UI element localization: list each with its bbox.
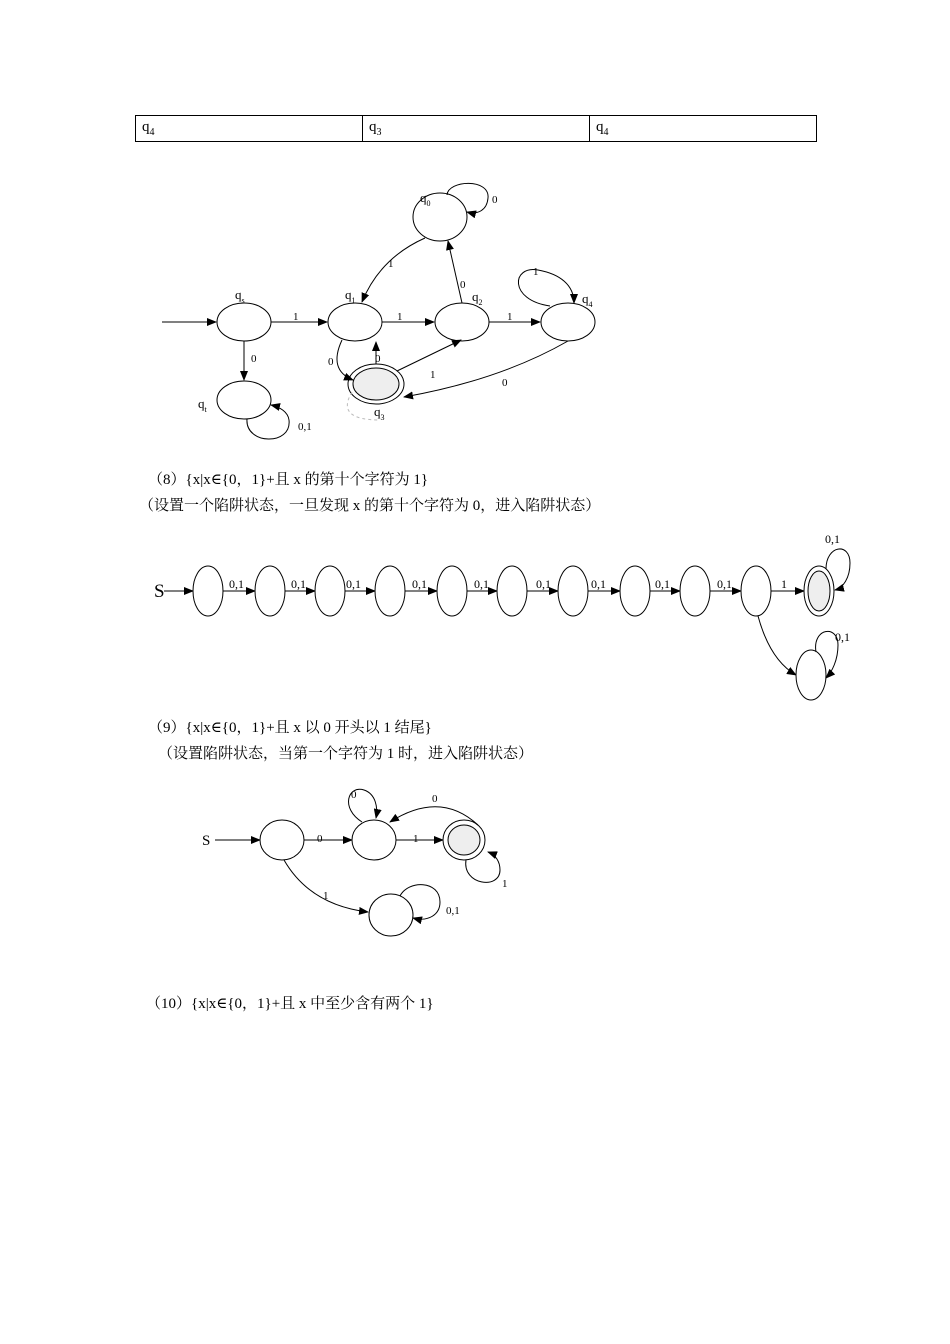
state-label-q0: $q_0$ <box>420 190 431 208</box>
accept-state-inner <box>808 571 830 611</box>
edge-label: 0,1 <box>446 905 460 917</box>
state <box>193 566 223 616</box>
edge-label: 0,1 <box>717 577 732 591</box>
table-cell: $q_4$ <box>590 116 817 142</box>
edge-q0-q1 <box>362 238 425 302</box>
edge-label: 0 <box>351 789 357 801</box>
edge-label: 1 <box>293 311 299 323</box>
state-label-q2: $q_2$ <box>472 289 483 307</box>
section-9-note: （设置陷阱状态，当第一个字符为 1 时，进入陷阱状态） <box>158 746 534 762</box>
state-q3-inner <box>353 368 399 400</box>
edge-label: 0 <box>502 377 508 389</box>
state-q4 <box>541 303 595 341</box>
section-8-heading: （8）{x|x∈{0，1}+且 x 的第十个字符为 1} <box>148 472 429 488</box>
state-q2 <box>435 303 489 341</box>
state-qs <box>217 303 271 341</box>
trap-state <box>796 650 826 700</box>
edge-label: 0 <box>460 279 466 291</box>
edge-label: 1 <box>323 890 329 902</box>
section-9-heading: （9）{x|x∈{0，1}+且 x 以 0 开头以 1 结尾} <box>148 720 432 736</box>
edge-label: 0 <box>492 194 498 206</box>
dfa-diagram-8 <box>164 549 850 700</box>
edge-label: 0 <box>375 353 381 365</box>
state <box>497 566 527 616</box>
edge-label: 0 <box>432 793 438 805</box>
state <box>558 566 588 616</box>
state <box>741 566 771 616</box>
start-label: S <box>154 581 165 602</box>
state-label-q1: $q_1$ <box>345 287 356 305</box>
edge-label: 0 <box>251 353 257 365</box>
trap-state <box>369 894 413 936</box>
edge-label: 0,1 <box>474 577 489 591</box>
edge-label: 0,1 <box>229 577 244 591</box>
edge-q1-q3 <box>337 340 353 380</box>
state-q1 <box>328 303 382 341</box>
state <box>680 566 710 616</box>
state-label-qt: $q_t$ <box>198 396 207 414</box>
edge-label: 1 <box>397 311 403 323</box>
edge-label: 0,1 <box>655 577 670 591</box>
edge-q4-q3 <box>404 341 568 397</box>
state-label-q4: $q_4$ <box>582 291 593 309</box>
accept-state-inner <box>448 825 480 855</box>
loop-q4 <box>518 270 574 306</box>
edge-label: 1 <box>507 311 513 323</box>
state <box>315 566 345 616</box>
edge-label: 0 <box>317 833 323 845</box>
edge-label: 0 <box>328 356 334 368</box>
edge-q3-q2 <box>397 340 461 371</box>
edge-label: 1 <box>430 369 436 381</box>
edge-label: 0,1 <box>412 577 427 591</box>
edge-label: 0,1 <box>835 630 850 644</box>
edge-label: 1 <box>781 577 787 591</box>
section-10-heading: （10）{x|x∈{0，1}+且 x 中至少含有两个 1} <box>146 996 434 1012</box>
state-label-q3: $q_3$ <box>374 404 385 422</box>
table-cell: $q_3$ <box>363 116 590 142</box>
edge-trap <box>758 616 796 675</box>
edge-s-trap <box>284 860 368 912</box>
state-start <box>260 820 304 860</box>
state-qt <box>217 381 271 419</box>
edge-label: 0,1 <box>291 577 306 591</box>
edge-label: 0,1 <box>298 421 312 433</box>
edge-label: 1 <box>413 833 419 845</box>
state <box>620 566 650 616</box>
edge-label: 0,1 <box>591 577 606 591</box>
table-cell: $q_4$ <box>136 116 363 142</box>
section-8-note: （设置一个陷阱状态，一旦发现 x 的第十个字符为 0，进入陷阱状态） <box>139 498 601 514</box>
start-label: S <box>202 833 211 849</box>
edge-label: 1 <box>388 258 394 270</box>
state <box>375 566 405 616</box>
state <box>437 566 467 616</box>
state-a <box>352 820 396 860</box>
state-label-qs: $q_s$ <box>235 287 245 305</box>
edge-label: 1 <box>533 266 539 278</box>
edge-label: 0,1 <box>536 577 551 591</box>
edge-q2-q0 <box>448 241 462 303</box>
edge-label: 0,1 <box>346 577 361 591</box>
state <box>255 566 285 616</box>
edge-label: 0,1 <box>825 532 840 546</box>
edge-label: 1 <box>502 878 508 890</box>
dfa-diagram-1 <box>162 183 595 439</box>
